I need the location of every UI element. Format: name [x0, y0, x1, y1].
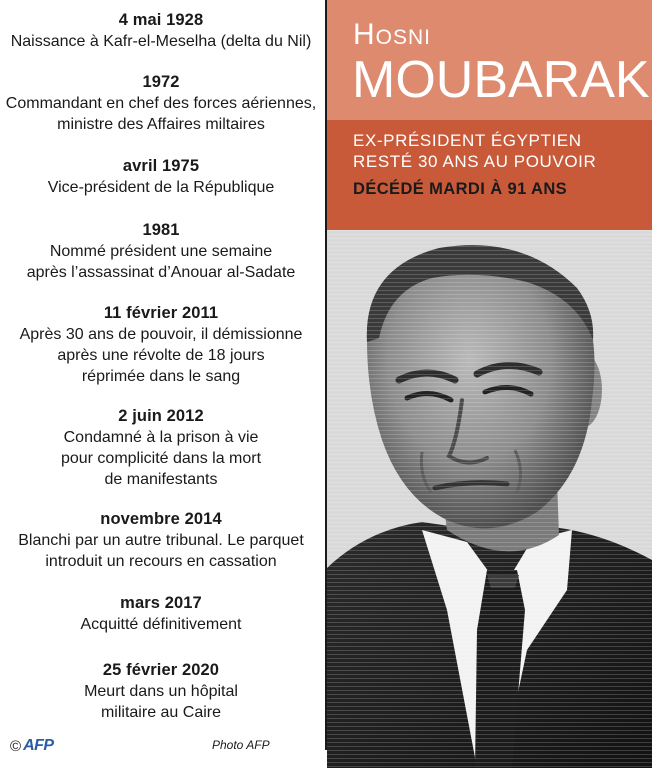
copyright-symbol: ©	[10, 737, 22, 755]
event-description: Condamné à la prison à vie pour complicité dans la mort de manifestants	[60, 429, 262, 488]
event-date: 4 mai 1928	[118, 11, 204, 29]
timeline-event	[0, 660, 322, 723]
event-date: novembre 2014	[100, 510, 222, 528]
event-description: Blanchi par un autre tribunal. Le parquet introduit un recours en cassation	[18, 532, 304, 570]
timeline-event	[0, 156, 322, 198]
afp-logo: AFP	[23, 737, 54, 754]
timeline-event	[0, 509, 322, 572]
event-date: 1972	[142, 73, 180, 91]
event-description: Après 30 ans de pouvoir, il démissionne après une révolte de 18 jours réprimée dans le sang	[19, 326, 303, 385]
timeline	[0, 0, 322, 768]
first-name: Hosni	[353, 18, 432, 51]
timeline-event	[0, 72, 322, 135]
photo-credit: Photo AFP	[212, 738, 270, 752]
event-description: Meurt dans un hôpital militaire au Caire	[84, 683, 238, 721]
title-panel	[327, 0, 652, 120]
death-line: DÉCÉDÉ MARDI À 91 ANS	[353, 180, 568, 198]
timeline-event	[0, 220, 322, 283]
timeline-event	[0, 406, 322, 490]
event-description: Vice-président de la République	[47, 179, 275, 196]
event-description: Naissance à Kafr-el-Meselha (delta du Nil)	[10, 33, 312, 50]
event-date: 2 juin 2012	[118, 407, 204, 425]
timeline-event	[0, 303, 322, 387]
event-description: Nommé président une semaine après l’assassinat d’Anouar al-Sadate	[26, 243, 296, 281]
subtitle-panel	[327, 120, 652, 230]
event-description: Acquitté définitivement	[80, 616, 242, 633]
event-date: 11 février 2011	[103, 304, 219, 322]
event-description: Commandant en chef des forces aériennes, ministre des Affaires miltaires	[5, 95, 317, 133]
timeline-event	[0, 10, 322, 52]
portrait-photo	[327, 230, 652, 768]
portrait-illustration	[327, 230, 652, 768]
subtitle: EX-PRÉSIDENT ÉGYPTIEN RESTÉ 30 ANS AU POUVOIR	[353, 131, 597, 171]
event-date: mars 2017	[120, 594, 202, 612]
footer	[10, 734, 54, 758]
last-name: MOUBARAK	[352, 51, 650, 109]
event-date: 1981	[142, 221, 180, 239]
event-date: 25 février 2020	[102, 661, 220, 679]
event-date: avril 1975	[122, 157, 200, 175]
timeline-event	[0, 593, 322, 635]
